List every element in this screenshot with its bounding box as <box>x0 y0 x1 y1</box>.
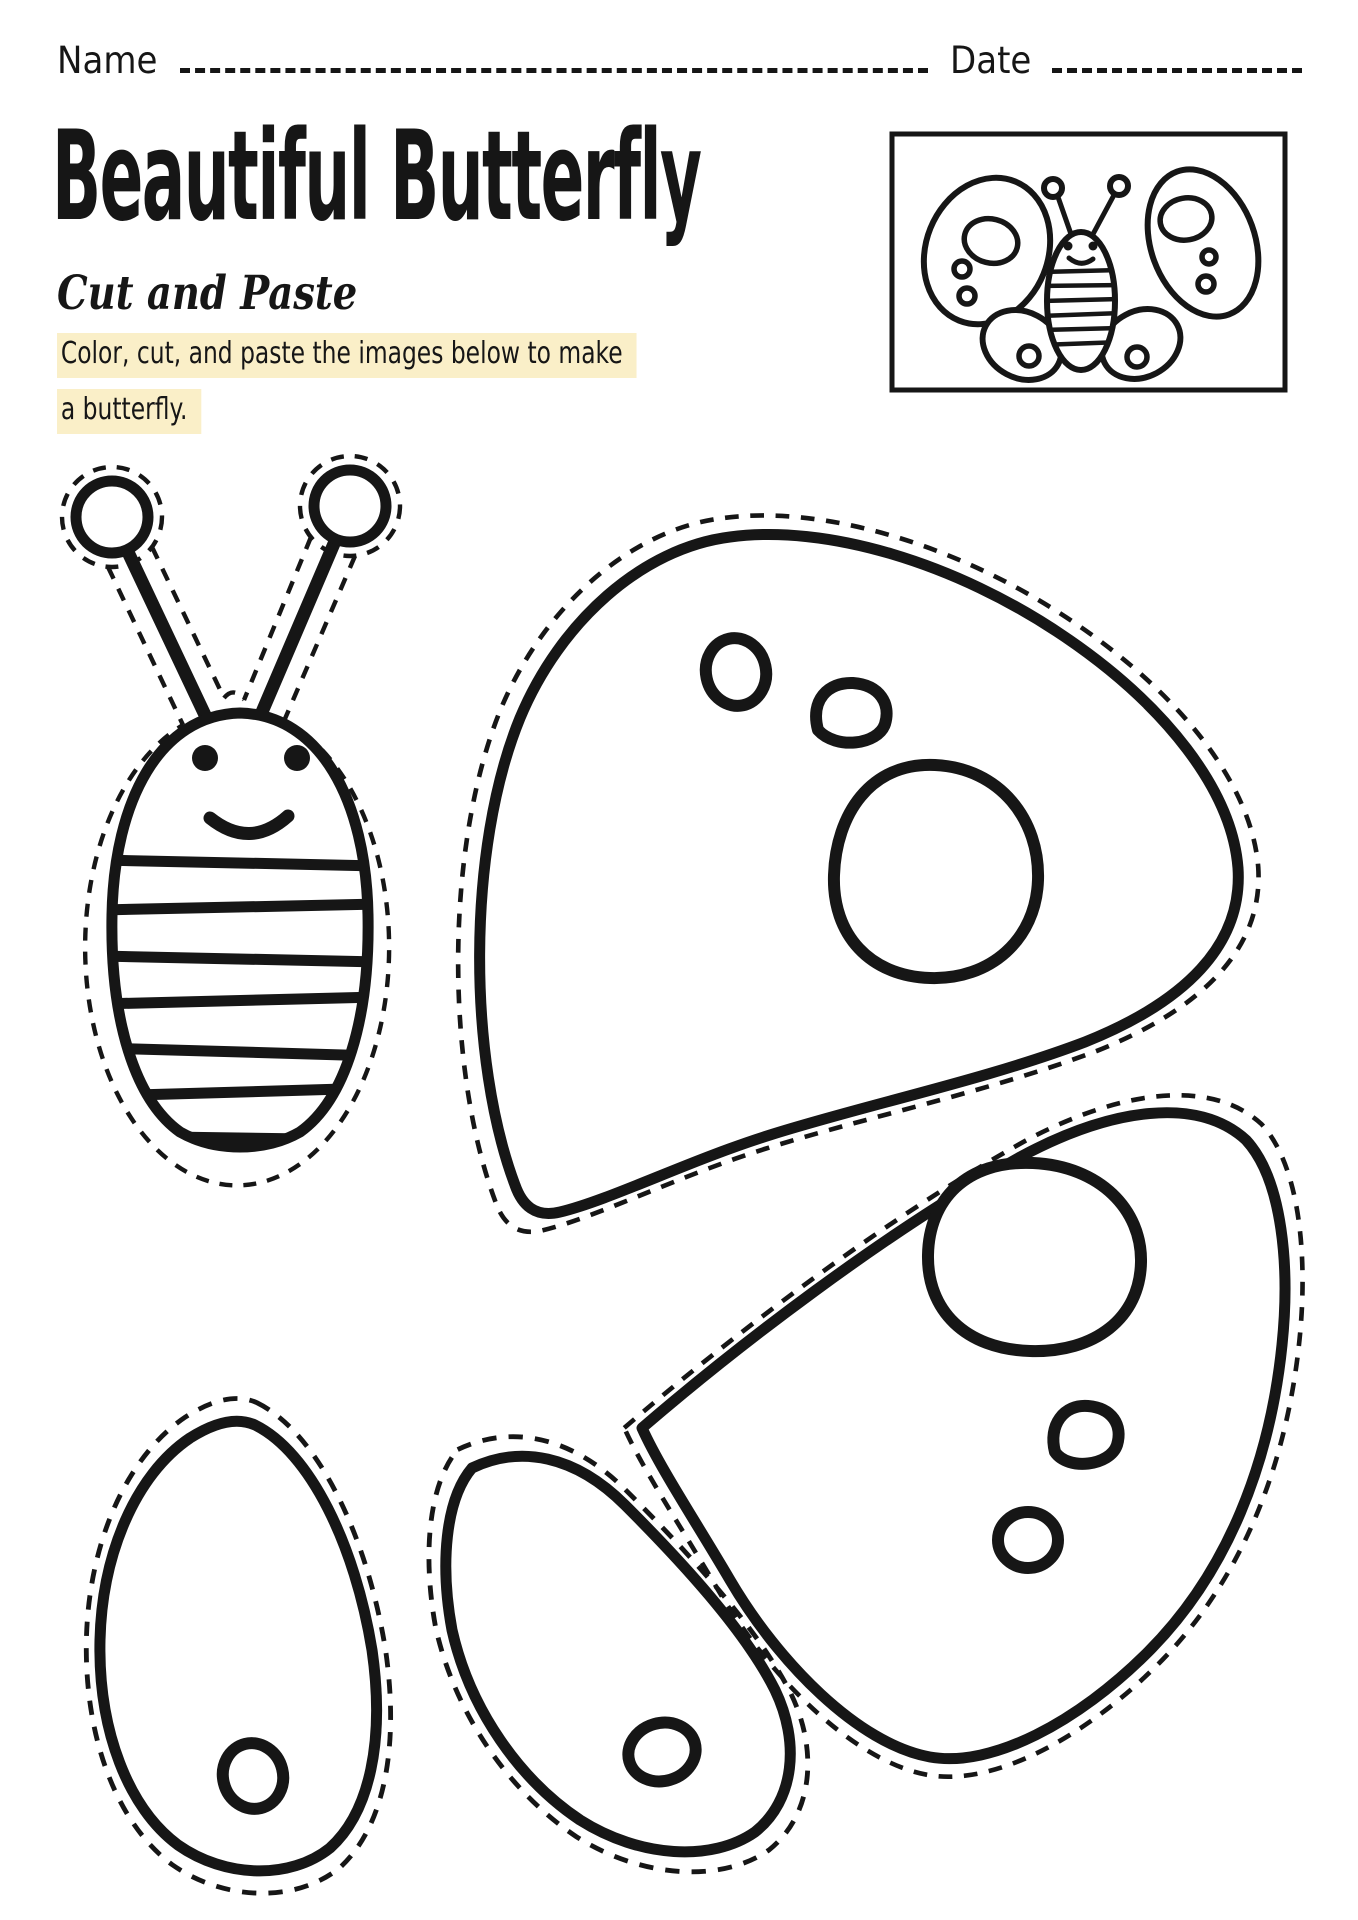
instruction-line-2: a butterfly. <box>57 392 201 427</box>
wing-top-triangle-spot <box>816 683 887 743</box>
small-wing-piece-left <box>86 1399 390 1894</box>
wing-bottom-large-spot <box>928 1163 1141 1351</box>
page-title: Beautiful Butterfly <box>52 105 701 249</box>
example-box <box>892 134 1285 393</box>
page-subtitle: Cut and Paste <box>57 266 358 321</box>
antenna-ball-right <box>314 470 386 542</box>
wing-top-large-spot <box>834 765 1038 978</box>
example-butterfly <box>902 154 1278 394</box>
wing-bottom-triangle-spot <box>1053 1406 1118 1464</box>
example-antennae <box>1044 177 1128 237</box>
date-label: Date <box>949 39 1031 82</box>
antenna-ball-left <box>76 481 148 553</box>
instruction-line-1: Color, cut, and paste the images below to make <box>57 336 637 371</box>
body-eye-right <box>284 745 310 771</box>
body-eye-left <box>192 745 218 771</box>
body-outline <box>112 713 368 1147</box>
name-label: Name <box>57 39 158 82</box>
example-eye-left <box>1064 242 1073 251</box>
example-eye-right <box>1089 242 1098 251</box>
wing-bottom-small-spot <box>998 1512 1058 1568</box>
butterfly-body-piece <box>62 456 400 1185</box>
